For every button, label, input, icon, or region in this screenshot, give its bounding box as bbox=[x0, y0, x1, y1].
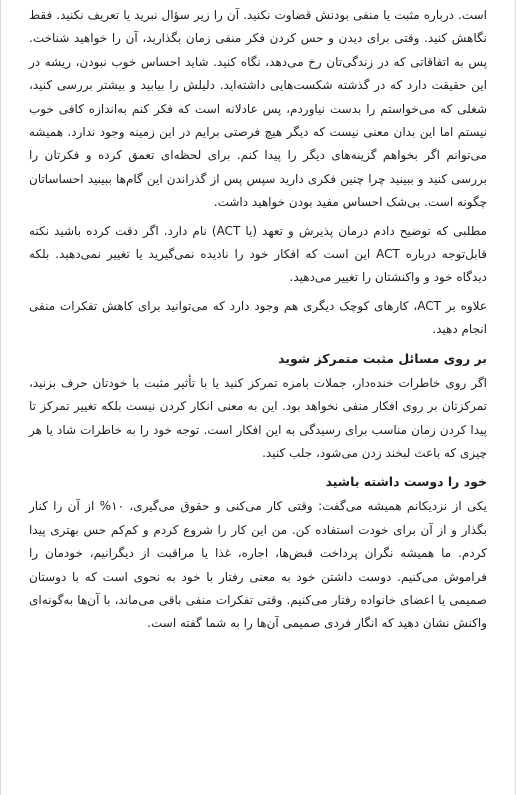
section-heading-self-love: خود را دوست داشته باشید bbox=[325, 474, 487, 490]
paragraph-self-love: یکی از نزدیکانم همیشه می‌گفت: وقتی کار می‌کنی و حقوق می‌گیری، ۱۰% از آن را کنار بگذار و از آن برای خودت استفاده کن. من این کار را شروع کردم و کم‌کم حس بهتری پیدا کردم. ما همیشه نگران پرداخت قبض‌ها، اجاره، غذا یا مراقبت از دیگرانیم، خودمان را فراموش می‌کنیم. دوست داشتن خود به معنی رفتار با خود به نحوی است که با دوستان صمیمی یا اعضای خانواده رفتار می‌کنیم. وقتی تفکرات منفی باقی می‌ماند، با آن‌ها به‌گونه‌ای واکنش نشان دهید که انگار فردی صمیمی آن‌ها را به شما گفته است. bbox=[29, 499, 487, 631]
section-heading-positive-focus: بر روی مسائل مثبت متمرکز شوید bbox=[278, 350, 487, 366]
paragraph-positive-focus: اگر روی خاطرات خنده‌دار، جملات بامزه تمرکز کنید یا با تأثیر مثبت با خودتان حرف بزنید، تمرکزتان بر روی افکار منفی نخواهد بود. این به معنی انکار کردن نیست بلکه تغییر تمرکز تا پیدا کردن زمان مناسب برای رسیدگی به این افکار است. توجه خود را به خاطرات شاد یا هر چیزی که باعث لبخند زدن می‌شود، جلب کنید. bbox=[29, 375, 487, 460]
paragraph-other-small-actions: علاوه بر ACT، کارهای کوچک دیگری هم وجود دارد که می‌توانید برای کاهش تفکرات منفی انجام دهید. bbox=[29, 298, 487, 337]
paragraph-reflect-on-thought: است. درباره مثبت یا منفی بودنش قضاوت نکنید. آن را زیر سؤال نبرید یا تعریف نکنید. فقط نگاهش کنید. وقتی برای دیدن و حس کردن فکر منفی زمان بگذارید، آن را خواهید شناخت. پس به اتفاقاتی که در زندگی‌تان رخ می‌دهد، نگاه کنید. شاید احساس خوب نبودن، ریشه در این حقیقت دارد که در گذشته شکست‌هایی داشته‌اید. دلیلش را بیابید و بیشتر بررسی کنید، شغلی که می‌خواستم را بدست نیاوردم، پس عادلانه است که فکر کنم به‌اندازه کافی خوب نیستم اما این بدان معنی نیست که دیگر هیچ فرصتی برایم در این زمینه وجود ندارد. همیشه می‌توانم اگر بخواهم گزینه‌های دیگر را پیدا کنم. برای لحظه‌ای تعمق کرده و فکرتان را بررسی کنید و ببینید چرا چنین فکری دارید سپس پس از گذراندن این گام‌ها ببینید احساساتان چگونه است. بی‌شک احساس مفید بودن خواهید داشت. bbox=[29, 8, 487, 210]
paragraph-act-therapy: مطلبی که توضیح دادم درمان پذیرش و تعهد (یا ACT) نام دارد. اگر دقت کرده باشید نکته قابل‌توجه درباره ACT این است که افکار خود را نادیده نمی‌گیرید یا تغییر نمی‌دهید. بلکه دیدگاه خود و واکنشتان را تغییر می‌دهید. bbox=[29, 223, 487, 285]
